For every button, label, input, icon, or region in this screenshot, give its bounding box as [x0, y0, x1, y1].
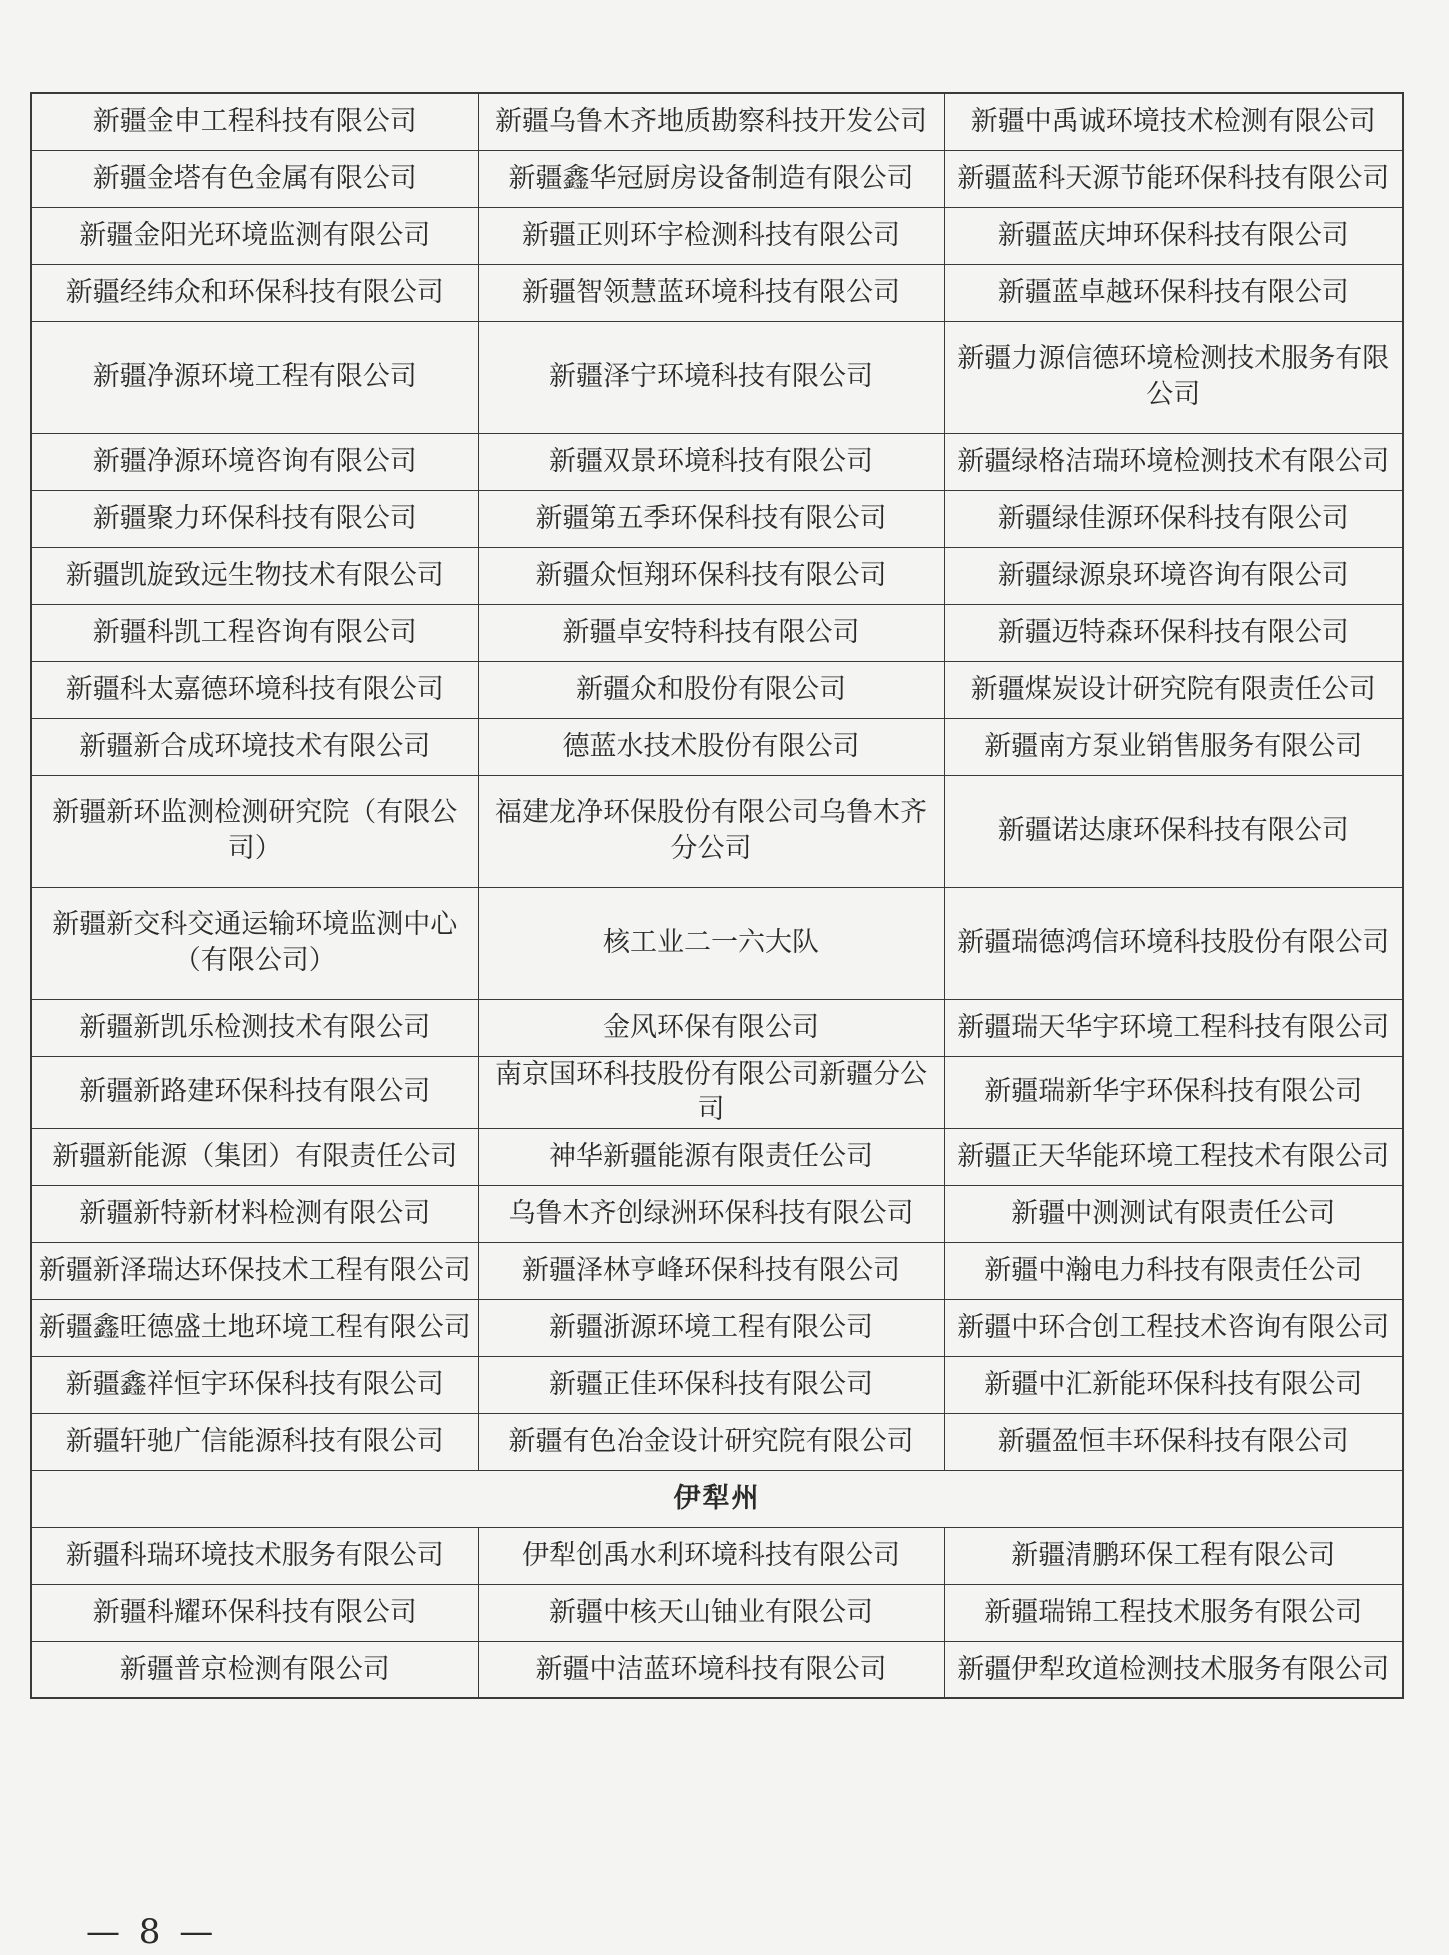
- company-cell: 新疆金阳光环境监测有限公司: [31, 207, 478, 264]
- company-cell: 新疆新环监测检测研究院（有限公司）: [31, 775, 478, 887]
- company-cell: 金风环保有限公司: [478, 999, 944, 1056]
- company-cell: 新疆中禹诚环境技术检测有限公司: [944, 93, 1403, 150]
- table-row: [31, 1128, 1403, 1185]
- company-cell: 新疆有色冶金设计研究院有限公司: [478, 1413, 944, 1470]
- table-row: [31, 1641, 1403, 1698]
- company-cell: 新疆瑞天华宇环境工程科技有限公司: [944, 999, 1403, 1056]
- table-row: [31, 207, 1403, 264]
- company-cell: 新疆新交科交通运输环境监测中心（有限公司）: [31, 887, 478, 999]
- company-cell: 新疆南方泵业销售服务有限公司: [944, 718, 1403, 775]
- table-row: [31, 775, 1403, 887]
- company-cell: 新疆乌鲁木齐地质勘察科技开发公司: [478, 93, 944, 150]
- company-cell: 新疆迈特森环保科技有限公司: [944, 604, 1403, 661]
- table-row: [31, 887, 1403, 999]
- company-cell: 神华新疆能源有限责任公司: [478, 1128, 944, 1185]
- table-row: [31, 264, 1403, 321]
- company-cell: 新疆瑞新华宇环保科技有限公司: [944, 1056, 1403, 1128]
- company-cell: 新疆鑫旺德盛土地环境工程有限公司: [31, 1299, 478, 1356]
- company-cell: 新疆绿格洁瑞环境检测技术有限公司: [944, 433, 1403, 490]
- company-cell: 新疆金申工程科技有限公司: [31, 93, 478, 150]
- table-row: [31, 490, 1403, 547]
- company-cell: 新疆正佳环保科技有限公司: [478, 1356, 944, 1413]
- section-title: 伊犁州: [31, 1470, 1403, 1527]
- company-cell: 新疆新凯乐检测技术有限公司: [31, 999, 478, 1056]
- company-table: [30, 92, 1404, 1699]
- company-table-body: [31, 93, 1403, 1698]
- company-cell: 新疆新路建环保科技有限公司: [31, 1056, 478, 1128]
- company-cell: 新疆聚力环保科技有限公司: [31, 490, 478, 547]
- table-row: [31, 1413, 1403, 1470]
- section-row: [31, 1470, 1403, 1527]
- table-row: [31, 321, 1403, 433]
- table-row: [31, 1056, 1403, 1128]
- company-cell: 新疆蓝庆坤环保科技有限公司: [944, 207, 1403, 264]
- table-row: [31, 1185, 1403, 1242]
- company-cell: 新疆普京检测有限公司: [31, 1641, 478, 1698]
- table-row: [31, 604, 1403, 661]
- company-cell: 德蓝水技术股份有限公司: [478, 718, 944, 775]
- company-cell: 新疆浙源环境工程有限公司: [478, 1299, 944, 1356]
- table-row: [31, 1584, 1403, 1641]
- company-cell: 伊犁创禹水利环境科技有限公司: [478, 1527, 944, 1584]
- table-row: [31, 433, 1403, 490]
- company-cell: 新疆经纬众和环保科技有限公司: [31, 264, 478, 321]
- company-cell: 新疆轩驰广信能源科技有限公司: [31, 1413, 478, 1470]
- company-cell: 新疆凯旋致远生物技术有限公司: [31, 547, 478, 604]
- table-row: [31, 1527, 1403, 1584]
- company-cell: 新疆泽宁环境科技有限公司: [478, 321, 944, 433]
- company-cell: 新疆泽林亨峰环保科技有限公司: [478, 1242, 944, 1299]
- company-cell: 新疆科太嘉德环境科技有限公司: [31, 661, 478, 718]
- table-row: [31, 718, 1403, 775]
- company-cell: 乌鲁木齐创绿洲环保科技有限公司: [478, 1185, 944, 1242]
- company-cell: 新疆卓安特科技有限公司: [478, 604, 944, 661]
- company-cell: 新疆双景环境科技有限公司: [478, 433, 944, 490]
- company-cell: 新疆蓝科天源节能环保科技有限公司: [944, 150, 1403, 207]
- company-cell: 新疆力源信德环境检测技术服务有限公司: [944, 321, 1403, 433]
- company-cell: 新疆蓝卓越环保科技有限公司: [944, 264, 1403, 321]
- company-cell: 新疆伊犁玫道检测技术服务有限公司: [944, 1641, 1403, 1698]
- company-cell: 新疆净源环境咨询有限公司: [31, 433, 478, 490]
- table-row: [31, 150, 1403, 207]
- company-cell: 新疆中汇新能环保科技有限公司: [944, 1356, 1403, 1413]
- company-cell: 新疆智领慧蓝环境科技有限公司: [478, 264, 944, 321]
- company-cell: 新疆众和股份有限公司: [478, 661, 944, 718]
- table-row: [31, 1356, 1403, 1413]
- company-cell: 新疆鑫华冠厨房设备制造有限公司: [478, 150, 944, 207]
- company-list-sheet: [30, 92, 1402, 1699]
- company-cell: 新疆煤炭设计研究院有限责任公司: [944, 661, 1403, 718]
- company-cell: 新疆中环合创工程技术咨询有限公司: [944, 1299, 1403, 1356]
- company-cell: 新疆中洁蓝环境科技有限公司: [478, 1641, 944, 1698]
- table-row: [31, 661, 1403, 718]
- company-cell: 福建龙净环保股份有限公司乌鲁木齐分公司: [478, 775, 944, 887]
- company-cell: 新疆中核天山铀业有限公司: [478, 1584, 944, 1641]
- company-cell: 新疆中测测试有限责任公司: [944, 1185, 1403, 1242]
- company-cell: 新疆第五季环保科技有限公司: [478, 490, 944, 547]
- company-cell: 新疆正则环宇检测科技有限公司: [478, 207, 944, 264]
- company-cell: 新疆科瑞环境技术服务有限公司: [31, 1527, 478, 1584]
- company-cell: 新疆瑞锦工程技术服务有限公司: [944, 1584, 1403, 1641]
- page-number: — 8 —: [86, 1912, 218, 1952]
- company-cell: 新疆中瀚电力科技有限责任公司: [944, 1242, 1403, 1299]
- company-cell: 新疆盈恒丰环保科技有限公司: [944, 1413, 1403, 1470]
- company-cell: 新疆净源环境工程有限公司: [31, 321, 478, 433]
- company-cell: 新疆诺达康环保科技有限公司: [944, 775, 1403, 887]
- company-cell: 新疆新合成环境技术有限公司: [31, 718, 478, 775]
- company-cell: 新疆新泽瑞达环保技术工程有限公司: [31, 1242, 478, 1299]
- table-row: [31, 93, 1403, 150]
- company-cell: 南京国环科技股份有限公司新疆分公司: [478, 1056, 944, 1128]
- company-cell: 新疆瑞德鸿信环境科技股份有限公司: [944, 887, 1403, 999]
- company-cell: 新疆鑫祥恒宇环保科技有限公司: [31, 1356, 478, 1413]
- table-row: [31, 547, 1403, 604]
- company-cell: 新疆新能源（集团）有限责任公司: [31, 1128, 478, 1185]
- company-cell: 新疆金塔有色金属有限公司: [31, 150, 478, 207]
- company-cell: 新疆绿源泉环境咨询有限公司: [944, 547, 1403, 604]
- table-row: [31, 1299, 1403, 1356]
- table-row: [31, 999, 1403, 1056]
- company-cell: 新疆科耀环保科技有限公司: [31, 1584, 478, 1641]
- company-cell: 新疆绿佳源环保科技有限公司: [944, 490, 1403, 547]
- company-cell: 新疆清鹏环保工程有限公司: [944, 1527, 1403, 1584]
- company-cell: 新疆众恒翔环保科技有限公司: [478, 547, 944, 604]
- company-cell: 核工业二一六大队: [478, 887, 944, 999]
- company-cell: 新疆新特新材料检测有限公司: [31, 1185, 478, 1242]
- company-cell: 新疆科凯工程咨询有限公司: [31, 604, 478, 661]
- table-row: [31, 1242, 1403, 1299]
- company-cell: 新疆正天华能环境工程技术有限公司: [944, 1128, 1403, 1185]
